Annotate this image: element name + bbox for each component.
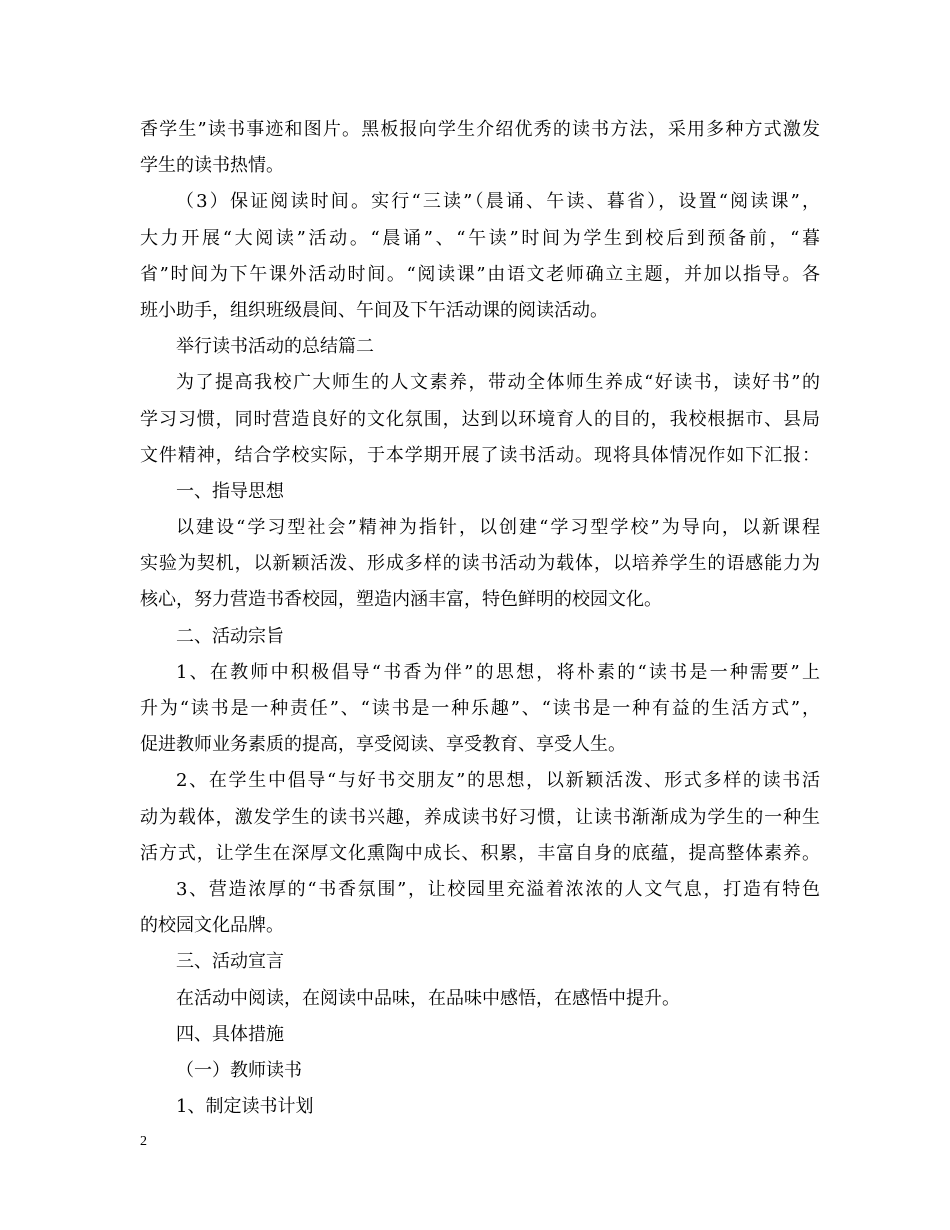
- text-line: 2、在学生中倡导“与好书交朋友”的思想，以新颖活泼、形式多样的读书活: [176, 770, 820, 792]
- text-line: 升为“读书是一种责任”、“读书是一种乐趣”、“读书是一种有益的生活方式”，: [140, 698, 820, 719]
- text-line: 以建设“学习型社会”精神为指针，以创建“学习型学校”为导向，以新课程: [176, 517, 820, 539]
- section-heading: 二、活动宗旨: [176, 625, 284, 647]
- text-line: 核心，努力营造书香校园，塑造内涵丰富，特色鲜明的校园文化。: [140, 589, 662, 611]
- text-line: 的校园文化品牌。: [140, 915, 284, 937]
- document-body: [140, 112, 820, 1125]
- text-line: 实验为契机，以新颖活泼、形成多样的读书活动为载体，以培养学生的语感能力为: [140, 553, 820, 575]
- text-line: 动为载体，激发学生的读书兴趣，养成读书好习惯，让读书渐渐成为学生的一种生: [140, 806, 820, 828]
- text-line: 学生的读书热情。: [140, 155, 284, 177]
- text-line: 文件精神，结合学校实际，于本学期开展了读书活动。现将具体情况作如下汇报：: [140, 444, 820, 466]
- section-heading: 四、具体措施: [176, 1023, 284, 1045]
- text-line: 为了提高我校广大师生的人文素养，带动全体师生养成“好读书，读好书”的: [176, 372, 820, 394]
- subsection-heading: （一）教师读书: [176, 1059, 302, 1081]
- text-line: 香学生”读书事迹和图片。黑板报向学生介绍优秀的读书方法，采用多种方式激发: [140, 119, 820, 140]
- section-heading: 三、活动宣言: [176, 951, 284, 973]
- text-line: 大力开展“大阅读”活动。“晨诵”、“午读”时间为学生到校后到预备前，“暮: [140, 227, 820, 249]
- text-line: 活方式，让学生在深厚文化熏陶中成长、积累，丰富自身的底蕴，提高整体素养。: [140, 842, 820, 864]
- text-line: 省”时间为下午课外活动时间。“阅读课”由语文老师确立主题，并加以指导。各: [140, 263, 820, 285]
- text-line: 3、营造浓厚的“书香氛围”，让校园里充溢着浓浓的人文气息，打造有特色: [176, 878, 820, 900]
- text-line: 促进教师业务素质的提高，享受阅读、享受教育、享受人生。: [140, 734, 626, 756]
- section-heading: 一、指导思想: [176, 480, 284, 502]
- text-line: 学习习惯，同时营造良好的文化氛围，达到以环境育人的目的，我校根据市、县局: [140, 408, 820, 430]
- text-line: 1、制定读书计划: [176, 1096, 314, 1118]
- text-line: 班小助手，组织班级晨间、午间及下午活动课的阅读活动。: [140, 299, 608, 321]
- text-line: （3）保证阅读时间。实行“三读”（晨诵、午读、暮省），设置“阅读课”，: [176, 191, 820, 213]
- page-number: 2: [140, 1134, 147, 1149]
- text-line: 1、在教师中积极倡导“书香为伴”的思想，将朴素的“读书是一种需要”上: [176, 661, 820, 683]
- section-title: 举行读书活动的总结篇二: [176, 336, 374, 358]
- text-line: 在活动中阅读，在阅读中品味，在品味中感悟，在感悟中提升。: [176, 987, 680, 1009]
